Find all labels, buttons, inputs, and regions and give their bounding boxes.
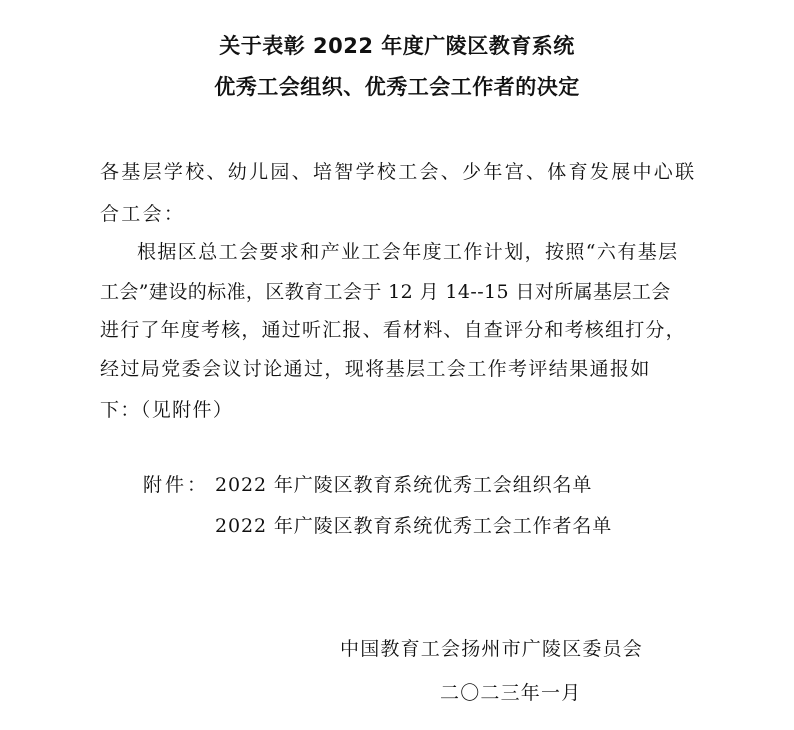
body-line-3: 进行了年度考核，通过听汇报、看材料、自查评分和考核组打分， (100, 319, 686, 341)
salutation-line-2: 合工会： (100, 203, 186, 225)
attachment-item-2: 2022 年广陵区教育系统优秀工会工作者名单 (215, 515, 613, 537)
signature-organization: 中国教育工会扬州市广陵区委员会 (340, 638, 644, 660)
body-line-1: 根据区总工会要求和产业工会年度工作计划，按照“六有基层 (137, 241, 679, 263)
attachment-label: 附件： (143, 474, 210, 496)
signature-date: 二〇二三年一月 (440, 682, 582, 704)
body-line-2: 工会”建设的标准，区教育工会于 12 月 14--15 日对所属基层工会 (100, 281, 671, 303)
body-line-4: 经过局党委会议讨论通过，现将基层工会工作考评结果通报如 (100, 358, 651, 380)
body-line-5: 下：（见附件） (100, 399, 234, 421)
document-title-line-1: 关于表彰 2022 年度广陵区教育系统 (219, 34, 575, 58)
document-title-line-2: 优秀工会组织、优秀工会工作者的决定 (214, 75, 580, 99)
attachment-item-1: 2022 年广陵区教育系统优秀工会组织名单 (215, 474, 593, 496)
salutation-line-1: 各基层学校、幼儿园、培智学校工会、少年宫、体育发展中心联 (100, 161, 697, 183)
